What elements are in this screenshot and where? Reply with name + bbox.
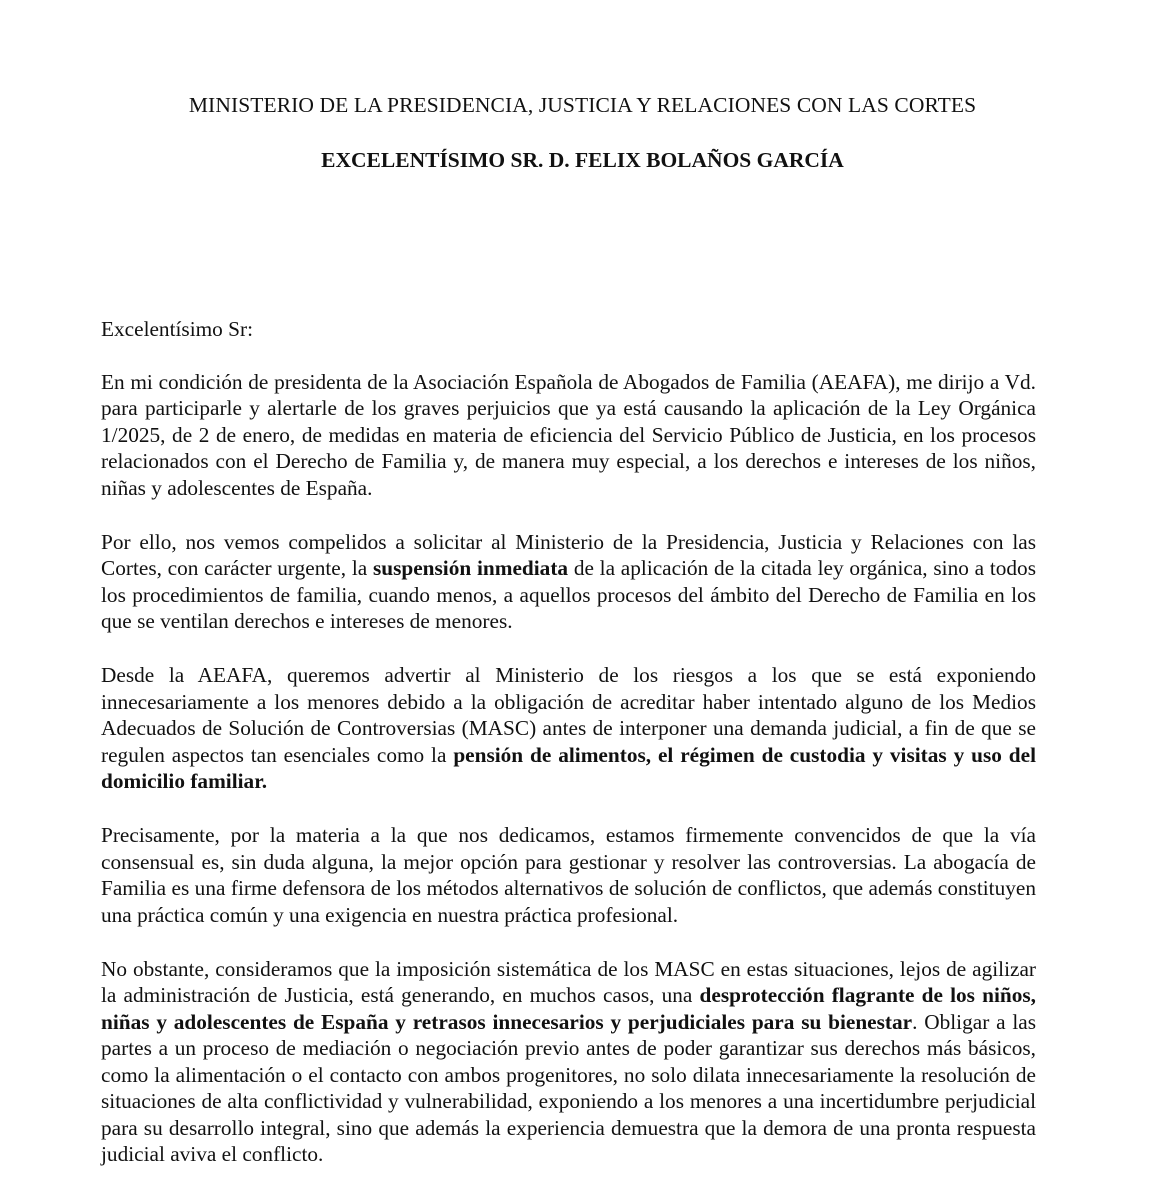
paragraph-3-text-a: Desde la AEAFA, queremos advertir al Ministerio de los riesgos a los que se está exponiendo innecesariamente a los menores debido a la obligación de acreditar haber intentado alguno de los Medios Adecuados de Solución de Controversias (MASC) antes de interponer una demanda judicial, a fin de que se regulen aspectos tan esenciales como la: [101, 663, 1036, 767]
paragraph-3: [101, 662, 1036, 795]
paragraph-2: [101, 529, 1036, 635]
paragraph-5: [101, 956, 1036, 1168]
salutation: Excelentísimo Sr:: [101, 317, 254, 341]
letter-body: [101, 316, 1036, 1195]
paragraph-4: Precisamente, por la materia a la que nos dedicamos, estamos firmemente convencidos de que la vía consensual es, sin duda alguna, la mejor opción para gestionar y resolver las controversias. La abogacía de Familia es una firme defensora de los métodos alternativos de solución de conflictos, que además constituyen una práctica común y una exigencia en nuestra práctica profesional.: [101, 823, 1036, 927]
ministry-heading: MINISTERIO DE LA PRESIDENCIA, JUSTICIA Y RELACIONES CON LAS CORTES: [188, 93, 977, 117]
paragraph-1: En mi condición de presidenta de la Asociación Española de Abogados de Familia (AEAFA), me dirijo a Vd. para participarle y alertarle de los graves perjuicios que ya está causando la aplicación de la Ley Orgánica 1/2025, de 2 de enero, de medidas en materia de eficiencia del Servicio Público de Justicia, en los procesos relacionados con el Derecho de Familia y, de manera muy especial, a los derechos e intereses de los niños, niñas y adolescentes de España.: [101, 369, 1036, 500]
paragraph-5-text-a: No obstante, consideramos que la imposición sistemática de los MASC en estas situaciones, lejos de agilizar la administración de Justicia, está generando, en muchos casos, una: [101, 956, 1036, 1007]
addressee-heading: EXCELENTÍSIMO SR. D. FELIX BOLAÑOS GARCÍA: [321, 148, 844, 172]
paragraph-5-bold: desprotección flagrante de los niños, niñas y adolescentes de España y retrasos innecesarios y perjudiciales para su bienestar: [101, 983, 1036, 1034]
paragraph-3-bold: pensión de alimentos, el régimen de custodia y visitas y uso del domicilio familiar.: [101, 742, 1036, 793]
paragraph-2-text-b: de la aplicación de la citada ley orgánica, sino a todos los procedimientos de familia, cuando menos, a aquellos procesos del ámbito del Derecho de Familia en los que se ventilan derechos e intereses de menores.: [101, 556, 1036, 633]
paragraph-5-text-b: . Obligar a las partes a un proceso de mediación o negociación previo antes de poder garantizar sus derechos más básicos, como la alimentación o el contacto con ambos progenitores, no solo dilata innecesariamente la resolución de situaciones de alta conflictividad y vulnerabilidad, exponiendo a los menores a una incertidumbre perjudicial para su desarrollo integral, sino que además la experiencia demuestra que la demora de una pronta respuesta judicial aviva el conflicto.: [101, 1009, 1036, 1166]
paragraph-2-text-a: Por ello, nos vemos compelidos a solicitar al Ministerio de la Presidencia, Justicia y Relaciones con las Cortes, con carácter urgente, la: [101, 529, 1036, 580]
paragraph-2-bold: suspensión inmediata: [372, 556, 569, 580]
